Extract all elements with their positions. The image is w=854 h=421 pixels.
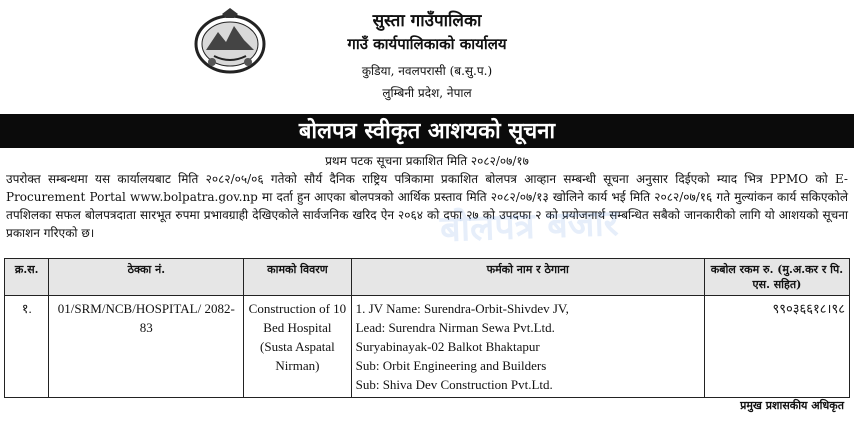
- col-header-firm: फर्मको नाम र ठेगाना: [351, 259, 704, 296]
- col-header-sn: क्र.स.: [5, 259, 49, 296]
- col-header-description: कामको विवरण: [244, 259, 351, 296]
- signatory-title: प्रमुख प्रशासकीय अधिकृत: [740, 399, 844, 412]
- cell-firm: [351, 296, 704, 398]
- notice-header: [0, 0, 854, 112]
- table-row: [5, 296, 850, 398]
- cell-contract-no: 01/SRM/NCB/HOSPITAL/ 2082-83: [49, 296, 244, 398]
- notice-title: बोलपत्र स्वीकृत आशयको सूचना: [0, 114, 854, 148]
- cell-sn: १.: [5, 296, 49, 398]
- firm-line: Sub: Shiva Dev Construction Pvt.Ltd.: [355, 377, 553, 392]
- firm-line: Lead: Surendra Nirman Sewa Pvt.Ltd.: [355, 320, 555, 335]
- office-name: गाउँ कार्यपालिकाको कार्यालय: [347, 35, 507, 53]
- first-published-date: प्रथम पटक सूचना प्रकाशित मिति २०८२/०७/१७: [325, 154, 529, 168]
- col-header-contract-no: ठेक्का नं.: [49, 259, 244, 296]
- firm-line: Sub: Orbit Engineering and Builders: [355, 358, 547, 373]
- office-address: कुडिया, नवलपरासी (ब.सु.प.): [361, 64, 493, 78]
- watermark-logo: बोलपत्र बजार: [439, 202, 620, 251]
- cell-amount: ९९०३६६१८।९८: [704, 296, 849, 398]
- cell-description: Construction of 10 Bed Hospital (Susta Aspatal Nirman): [244, 296, 351, 398]
- org-name: सुस्ता गाउँपालिका: [372, 11, 482, 31]
- office-province: लुम्बिनी प्रदेश, नेपाल: [382, 86, 472, 100]
- col-header-amount: कबोल रकम रु. (मु.अ.कर र पि. एस. सहित): [704, 259, 849, 296]
- firm-line: Suryabinayak-02 Balkot Bhaktapur: [355, 339, 540, 354]
- table-header-row: [5, 259, 850, 296]
- notice-body: उपरोक्त सम्बन्धमा यस कार्यालयबाट मिति २०८२/०५/०६ गतेको सौर्य दैनिक राष्ट्रिय पत्रिकामा प्रकाशित बोलपत्र आव्हान सम्बन्धी सूचना अनुसार दिईएको म्याद भित्र PPMO को E-Procurement Portal www.bolpatra.gov.np मा दर्ता हुन आएका बोलपत्रको आर्थिक प्रस्ताव मिति २०८२/०७/१३ खोलिने कार्य भई मिति २०८२/०७/१६ गते मुल्यांकन कार्य सकिएकोले तपशिलका सफल बोलपत्रदाता सारभूत रुपमा प्रभावग्राही देखिएकोले सार्वजनिक खरिद ऐन २०६४ को दफा २७ को उपदफा २ को प्रयोजनार्थ सम्बन्धित सबैको जानकारीको लागि यो आशयको सूचना प्रकाशन गरिएको छ।: [6, 172, 848, 240]
- firm-line: 1. JV Name: Surendra-Orbit-Shivdev JV,: [355, 301, 569, 316]
- award-table: [4, 258, 850, 398]
